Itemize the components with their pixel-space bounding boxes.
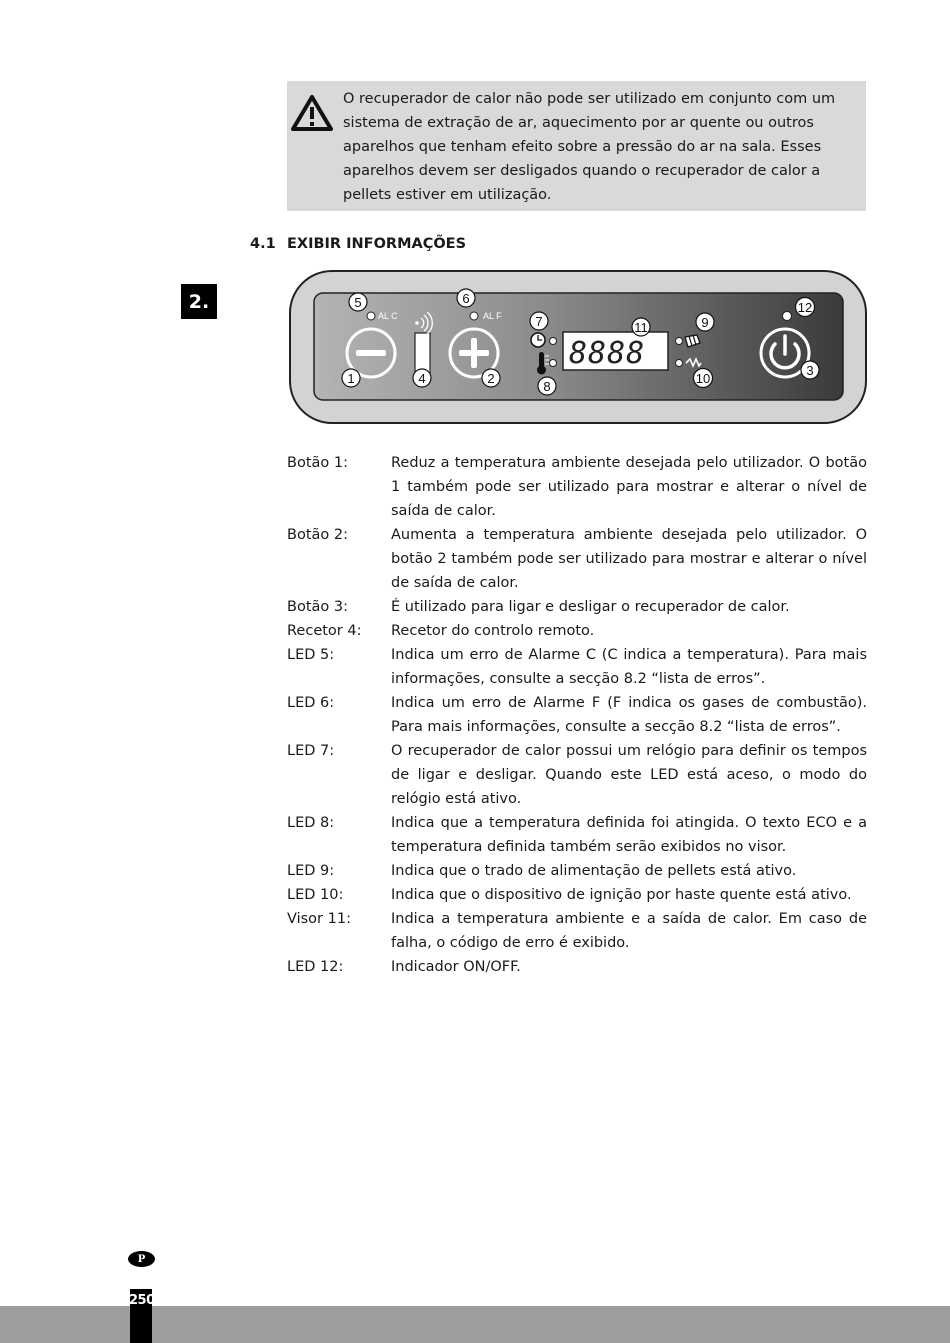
warning-text: O recuperador de calor não pode ser utilizado em conjunto com um sistema de extração de ar, aquecimento por ar quente ou outros aparelhos que tenham efeito sobre a pressão do ar na sala. Esses aparelhos devem ser desligados quando o recuperador de calor a pellets estiver em utilização. [343,91,836,203]
label-al-f: AL F [483,311,502,321]
callout-5 [349,293,367,311]
svg-text:11: 11 [634,320,648,335]
clock-icon [531,333,545,347]
legend-text: Indica que o trado de alimentação de pellets está ativo. [391,863,797,879]
led-12-power [783,312,792,321]
callout-9 [696,313,714,331]
label-al-c: AL C [378,311,398,321]
legend-label: LED 12: [287,959,344,975]
callout-8 [538,377,556,395]
legend-row [287,619,867,643]
page-number: 250 [129,1293,155,1308]
legend-row [287,859,867,883]
legend-text: Recetor do controlo remoto. [391,623,595,639]
legend-row [287,595,867,619]
legend-row [287,691,867,739]
callout-3 [801,361,819,379]
legend-row [287,451,867,523]
legend-text: Indica que a temperatura definida foi atingida. O texto ECO e a temperatura definida também serão exibidos no visor. [391,815,867,855]
legend-label: Botão 3: [287,599,348,615]
legend-label: Recetor 4: [287,623,362,639]
legend-text: Indica um erro de Alarme F (F indica os gases de combustão). Para mais informações, consulte a secção 8.2 “lista de erros”. [391,695,867,735]
svg-text:1: 1 [347,371,355,386]
legend-text: É utilizado para ligar e desligar o recuperador de calor. [391,599,790,615]
svg-text:3: 3 [806,363,814,378]
led-5-al-c [367,312,375,320]
legend-text: Indicador ON/OFF. [391,959,521,975]
section-heading [250,236,466,252]
section-title: EXIBIR INFORMAÇÕES [287,236,467,252]
led-8-temperature [550,360,557,367]
callout-10 [694,369,713,388]
legend-row [287,739,867,811]
svg-text:5: 5 [354,295,362,310]
svg-text:12: 12 [797,300,813,315]
led-10-heating [676,360,683,367]
svg-text:10: 10 [695,371,711,386]
language-badge: P [128,1251,155,1267]
section-number: 4.1 [250,236,276,252]
legend-text: Aumenta a temperatura ambiente desejada pelo utilizador. O botão 2 também pode ser utilizado para mostrar e alterar o nível de saída de calor. [391,527,867,591]
legend-label: LED 7: [287,743,335,759]
legend-row [287,907,867,955]
legend-row [287,811,867,859]
svg-text:9: 9 [701,315,709,330]
svg-text:7: 7 [535,314,543,329]
callout-1 [342,369,360,387]
legend-text: Reduz a temperatura ambiente desejada pelo utilizador. O botão 1 também pode ser utilizado para mostrar e alterar o nível de saída de calor. [391,455,867,519]
svg-text:4: 4 [418,371,426,386]
legend-row [287,955,867,979]
led-6-al-f [470,312,478,320]
callout-6 [457,289,475,307]
legend-label: LED 9: [287,863,335,879]
chapter-tab: 2. [181,284,217,319]
legend-label: Visor 11: [287,911,351,927]
svg-text:2: 2 [487,371,495,386]
legend-label: LED 5: [287,647,335,663]
legend-row [287,643,867,691]
legend-label: LED 8: [287,815,335,831]
callout-7 [530,312,548,330]
legend-description-list [287,451,867,979]
led-7-clock [550,338,557,345]
svg-text:8: 8 [543,379,551,394]
control-panel-diagram [287,268,869,426]
warning-box [287,81,866,211]
callout-12 [796,298,815,317]
legend-text: Indica que o dispositivo de ignição por haste quente está ativo. [391,887,852,903]
legend-label: LED 6: [287,695,335,711]
callout-11 [632,318,650,336]
legend-text: Indica a temperatura ambiente e a saída de calor. Em caso de falha, o código de erro é exibido. [391,911,867,951]
callout-4 [413,369,431,387]
legend-text: O recuperador de calor possui um relógio para definir os tempos de ligar e desligar. Quando este LED está aceso, o modo do relógio está ativo. [391,743,867,807]
legend-label: LED 10: [287,887,344,903]
display-digits: 8888 [569,336,646,371]
svg-text:6: 6 [462,291,470,306]
legend-label: Botão 1: [287,455,348,471]
callout-2 [482,369,500,387]
legend-text: Indica um erro de Alarme C (C indica a temperatura). Para mais informações, consulte a secção 8.2 “lista de erros”. [391,647,867,687]
legend-label: Botão 2: [287,527,348,543]
legend-row [287,883,867,907]
legend-row [287,523,867,595]
led-9-auger [676,338,683,345]
warning-triangle-icon [290,94,334,132]
